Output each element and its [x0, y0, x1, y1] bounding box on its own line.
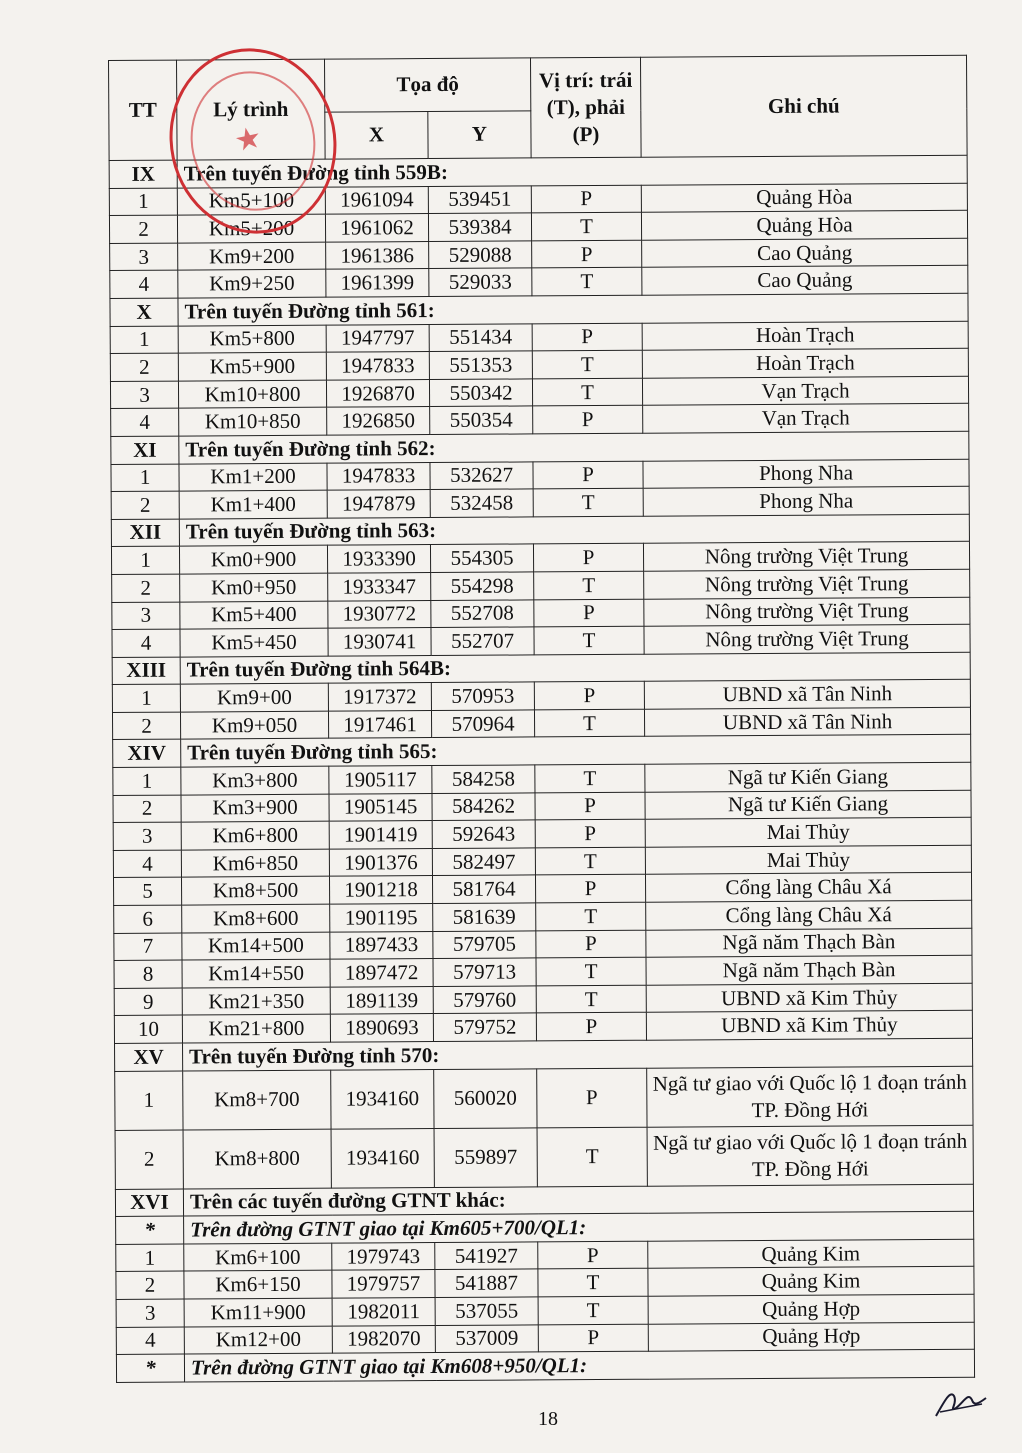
cell-y: 570964 — [431, 710, 534, 738]
row-number: 7 — [114, 933, 182, 961]
cell-ghi-chu: Ngã tư Kiến Giang — [645, 762, 971, 792]
cell-ly-trinh: Km6+100 — [184, 1243, 332, 1271]
cell-ly-trinh: Km3+900 — [181, 794, 329, 822]
cell-y: 584258 — [432, 765, 535, 793]
section-number: XII — [111, 519, 179, 547]
cell-x: 1926850 — [327, 407, 430, 435]
cell-ghi-chu: UBND xã Kim Thủy — [646, 983, 972, 1013]
cell-y: 560020 — [434, 1068, 537, 1128]
section-number: * — [116, 1216, 184, 1244]
header-ghi-chu: Ghi chú — [640, 55, 967, 157]
cell-ghi-chu: Cao Quảng — [642, 266, 968, 296]
cell-x: 1901195 — [330, 904, 433, 932]
cell-x: 1926870 — [326, 379, 429, 407]
row-number: 10 — [114, 1015, 182, 1043]
cell-vi-tri: T — [532, 268, 642, 296]
cell-ly-trinh: Km10+800 — [178, 380, 326, 408]
cell-vi-tri: P — [536, 1013, 646, 1041]
cell-x: 1961386 — [326, 241, 429, 269]
header-ly-trinh: Lý trình — [177, 59, 326, 160]
table-body — [109, 155, 974, 1382]
cell-vi-tri: P — [536, 930, 646, 958]
cell-vi-tri: P — [533, 544, 643, 572]
cell-y: 559897 — [434, 1127, 537, 1187]
cell-y: 579752 — [433, 1013, 536, 1041]
cell-ghi-chu: Nông trường Việt Trung — [644, 597, 970, 627]
row-number: 4 — [111, 408, 179, 436]
seal-star-icon: ★ — [231, 119, 265, 160]
cell-vi-tri: P — [533, 406, 643, 434]
cell-ghi-chu: Nông trường Việt Trung — [644, 624, 970, 654]
section-number: * — [116, 1354, 184, 1382]
cell-ly-trinh: Km8+500 — [181, 877, 329, 905]
cell-y: 532458 — [430, 489, 533, 517]
cell-ly-trinh: Km5+400 — [180, 601, 328, 629]
section-title: Trên tuyến Đường tỉnh 570: — [183, 1038, 973, 1070]
cell-x: 1890693 — [330, 1014, 433, 1042]
cell-vi-tri: T — [532, 378, 642, 406]
header-x: X — [325, 112, 428, 160]
coordinate-table-wrapper — [108, 55, 974, 1383]
row-number: 1 — [111, 464, 179, 492]
cell-ly-trinh: Km5+100 — [177, 187, 325, 215]
cell-ly-trinh: Km3+800 — [181, 766, 329, 794]
row-number: 6 — [114, 905, 182, 933]
cell-ghi-chu: Quảng Kim — [648, 1239, 974, 1269]
cell-y: 537009 — [435, 1324, 538, 1352]
cell-x: 1901419 — [329, 821, 432, 849]
row-number: 4 — [116, 1327, 184, 1355]
row-number: 9 — [114, 988, 182, 1016]
cell-y: 539451 — [428, 186, 531, 214]
cell-vi-tri: T — [534, 626, 644, 654]
cell-x: 1961062 — [325, 214, 428, 242]
cell-ghi-chu: Quảng Hòa — [641, 183, 967, 213]
row-number: 1 — [116, 1244, 184, 1272]
signature-icon — [930, 1382, 990, 1422]
cell-y: 579760 — [433, 986, 536, 1014]
section-title: Trên tuyến Đường tỉnh 562: — [179, 431, 969, 463]
cell-x: 1897472 — [330, 959, 433, 987]
cell-y: 582497 — [432, 848, 535, 876]
cell-y: 529033 — [429, 268, 532, 296]
cell-y: 550354 — [430, 406, 533, 434]
cell-ly-trinh: Km8+800 — [183, 1129, 331, 1189]
cell-ly-trinh: Km8+600 — [182, 904, 330, 932]
cell-x: 1979743 — [332, 1242, 435, 1270]
cell-vi-tri: T — [536, 957, 646, 985]
cell-ghi-chu: Phong Nha — [643, 486, 969, 516]
cell-x: 1982011 — [332, 1297, 435, 1325]
cell-ghi-chu: Vạn Trạch — [642, 376, 968, 406]
cell-vi-tri: T — [538, 1269, 648, 1297]
cell-ly-trinh: Km6+150 — [184, 1271, 332, 1299]
cell-x: 1934160 — [331, 1069, 434, 1129]
cell-ly-trinh: Km5+800 — [178, 325, 326, 353]
cell-vi-tri: P — [538, 1324, 648, 1352]
section-number: XV — [115, 1043, 183, 1071]
cell-ghi-chu: Ngã tư giao với Quốc lộ 1 đoạn tránh TP. Đồng Hới — [647, 1066, 973, 1127]
section-number: XI — [111, 436, 179, 464]
cell-y: 579705 — [433, 931, 536, 959]
cell-vi-tri: P — [538, 1241, 648, 1269]
cell-ly-trinh: Km8+700 — [183, 1070, 331, 1130]
section-title: Trên các tuyến đường GTNT khác: — [183, 1184, 973, 1216]
cell-x: 1947833 — [327, 462, 430, 490]
table-row — [115, 1125, 973, 1189]
coordinate-table — [108, 55, 975, 1383]
cell-vi-tri: T — [535, 847, 645, 875]
cell-vi-tri: P — [535, 792, 645, 820]
row-number: 2 — [112, 712, 180, 740]
cell-ghi-chu: Quảng Hợp — [648, 1294, 974, 1324]
cell-ly-trinh: Km14+500 — [182, 932, 330, 960]
cell-vi-tri: T — [537, 1127, 647, 1187]
cell-x: 1961094 — [325, 186, 428, 214]
cell-y: 551434 — [429, 323, 532, 351]
cell-ghi-chu: UBND xã Tân Ninh — [644, 680, 970, 710]
cell-x: 1930772 — [328, 600, 431, 628]
section-number: IX — [109, 160, 177, 188]
cell-ghi-chu: Hoàn Trạch — [642, 348, 968, 378]
cell-vi-tri: T — [531, 212, 641, 240]
cell-ghi-chu: Phong Nha — [643, 459, 969, 489]
cell-vi-tri: T — [536, 985, 646, 1013]
cell-ghi-chu: UBND xã Tân Ninh — [644, 707, 970, 737]
cell-ghi-chu: Hoàn Trạch — [642, 321, 968, 351]
section-title: Trên tuyến Đường tỉnh 564B: — [180, 652, 970, 684]
cell-x: 1917372 — [328, 683, 431, 711]
section-title: Trên tuyến Đường tỉnh 559B: — [177, 155, 967, 187]
cell-y: 541927 — [435, 1242, 538, 1270]
cell-y: 532627 — [430, 461, 533, 489]
row-number: 2 — [113, 795, 181, 823]
cell-ly-trinh: Km9+200 — [178, 242, 326, 270]
cell-x: 1933390 — [327, 545, 430, 573]
cell-ly-trinh: Km10+850 — [179, 408, 327, 436]
header-toa-do: Tọa độ — [324, 58, 530, 112]
cell-y: 541887 — [435, 1269, 538, 1297]
cell-ly-trinh: Km6+800 — [181, 821, 329, 849]
cell-ghi-chu: Quảng Kim — [648, 1267, 974, 1297]
header-y: Y — [428, 111, 531, 159]
cell-x: 1947797 — [326, 324, 429, 352]
cell-vi-tri: T — [538, 1296, 648, 1324]
cell-ghi-chu: Cổng làng Châu Xá — [646, 900, 972, 930]
cell-vi-tri: T — [534, 571, 644, 599]
cell-x: 1917461 — [328, 710, 431, 738]
cell-ghi-chu: Nông trường Việt Trung — [643, 542, 969, 572]
row-number: 4 — [113, 850, 181, 878]
cell-x: 1961399 — [326, 269, 429, 297]
row-number: 1 — [113, 767, 181, 795]
cell-y: 579713 — [433, 958, 536, 986]
row-number: 4 — [112, 629, 180, 657]
cell-x: 1979757 — [332, 1270, 435, 1298]
cell-ly-trinh: Km9+050 — [180, 711, 328, 739]
row-number: 1 — [111, 546, 179, 574]
section-title: Trên đường GTNT giao tại Km605+700/QL1: — [184, 1211, 974, 1243]
cell-ly-trinh: Km1+400 — [179, 490, 327, 518]
cell-ghi-chu: Cổng làng Châu Xá — [645, 873, 971, 903]
cell-y: 552708 — [431, 599, 534, 627]
row-number: 3 — [110, 243, 178, 271]
cell-x: 1905117 — [329, 766, 432, 794]
cell-ly-trinh: Km5+900 — [178, 352, 326, 380]
row-number: 8 — [114, 960, 182, 988]
cell-y: 552707 — [431, 627, 534, 655]
cell-ghi-chu: Quảng Hợp — [648, 1322, 974, 1352]
cell-y: 539384 — [428, 213, 531, 241]
cell-x: 1901376 — [329, 848, 432, 876]
row-number: 2 — [116, 1271, 184, 1299]
cell-vi-tri: P — [534, 682, 644, 710]
row-number: 3 — [116, 1299, 184, 1327]
cell-ghi-chu: Mai Thủy — [645, 817, 971, 847]
cell-ly-trinh: Km21+350 — [182, 987, 330, 1015]
cell-vi-tri: P — [535, 875, 645, 903]
cell-vi-tri: P — [534, 599, 644, 627]
row-number: 3 — [110, 381, 178, 409]
cell-x: 1897433 — [330, 931, 433, 959]
row-number: 2 — [111, 491, 179, 519]
table-row — [115, 1066, 973, 1130]
cell-ly-trinh: Km5+450 — [180, 628, 328, 656]
page-number: 18 — [538, 1408, 558, 1430]
section-number: XIII — [112, 657, 180, 685]
cell-vi-tri: T — [535, 764, 645, 792]
cell-y: 550342 — [429, 379, 532, 407]
section-number: XVI — [115, 1189, 183, 1217]
cell-ghi-chu: Cao Quảng — [642, 238, 968, 268]
cell-vi-tri: P — [531, 185, 641, 213]
cell-x: 1930741 — [328, 628, 431, 656]
row-number: 1 — [110, 326, 178, 354]
cell-ly-trinh: Km12+00 — [184, 1326, 332, 1354]
cell-ly-trinh: Km9+250 — [178, 270, 326, 298]
cell-vi-tri: T — [534, 709, 644, 737]
cell-y: 529088 — [429, 241, 532, 269]
cell-ghi-chu: UBND xã Kim Thủy — [646, 1011, 972, 1041]
cell-vi-tri: P — [537, 1068, 647, 1128]
cell-x: 1947879 — [327, 490, 430, 518]
cell-x: 1982070 — [332, 1325, 435, 1353]
row-number: 2 — [109, 215, 177, 243]
cell-y: 570953 — [431, 682, 534, 710]
cell-x: 1891139 — [330, 986, 433, 1014]
cell-y: 537055 — [435, 1297, 538, 1325]
cell-vi-tri: P — [535, 819, 645, 847]
cell-ly-trinh: Km11+900 — [184, 1298, 332, 1326]
cell-x: 1901218 — [329, 876, 432, 904]
cell-ly-trinh: Km0+950 — [180, 573, 328, 601]
row-number: 3 — [112, 602, 180, 630]
cell-y: 592643 — [432, 820, 535, 848]
section-title: Trên đường GTNT giao tại Km608+950/QL1: — [184, 1349, 974, 1381]
section-number: X — [110, 298, 178, 326]
cell-y: 554298 — [431, 572, 534, 600]
row-number: 2 — [115, 1130, 183, 1189]
cell-ghi-chu: Ngã tư giao với Quốc lộ 1 đoạn tránh TP. Đồng Hới — [647, 1125, 973, 1186]
row-number: 1 — [112, 684, 180, 712]
cell-y: 554305 — [430, 544, 533, 572]
cell-ghi-chu: Ngã năm Thạch Bàn — [646, 955, 972, 985]
cell-x: 1933347 — [328, 572, 431, 600]
row-number: 1 — [115, 1071, 183, 1130]
cell-x: 1947833 — [326, 352, 429, 380]
cell-ly-trinh: Km0+900 — [179, 545, 327, 573]
cell-y: 551353 — [429, 351, 532, 379]
cell-ly-trinh: Km9+00 — [180, 683, 328, 711]
cell-ly-trinh: Km21+800 — [182, 1015, 330, 1043]
cell-ly-trinh: Km6+850 — [181, 849, 329, 877]
section-number: XIV — [113, 740, 181, 768]
row-number: 5 — [113, 878, 181, 906]
cell-y: 584262 — [432, 793, 535, 821]
section-title: Trên tuyến Đường tỉnh 565: — [181, 735, 971, 767]
cell-ghi-chu: Mai Thủy — [645, 845, 971, 875]
section-title: Trên tuyến Đường tỉnh 561: — [178, 293, 968, 325]
row-number: 1 — [109, 188, 177, 216]
cell-ghi-chu: Nông trường Việt Trung — [644, 569, 970, 599]
cell-x: 1934160 — [331, 1128, 434, 1188]
cell-vi-tri: T — [536, 902, 646, 930]
cell-ly-trinh: Km1+200 — [179, 463, 327, 491]
header-vi-tri: Vị trí: trái (T), phải (P) — [530, 57, 641, 158]
row-number: 2 — [110, 353, 178, 381]
row-number: 2 — [112, 574, 180, 602]
cell-vi-tri: P — [532, 323, 642, 351]
cell-ghi-chu: Quảng Hòa — [641, 210, 967, 240]
subsection-row — [116, 1349, 974, 1382]
cell-x: 1905145 — [329, 793, 432, 821]
section-title: Trên tuyến Đường tỉnh 563: — [179, 514, 969, 546]
cell-vi-tri: T — [532, 350, 642, 378]
cell-ly-trinh: Km5+200 — [177, 214, 325, 242]
cell-vi-tri: T — [533, 488, 643, 516]
cell-vi-tri: P — [532, 240, 642, 268]
cell-ghi-chu: Ngã tư Kiến Giang — [645, 790, 971, 820]
cell-vi-tri: P — [533, 461, 643, 489]
header-tt: TT — [109, 60, 178, 160]
row-number: 4 — [110, 270, 178, 298]
cell-ly-trinh: Km14+550 — [182, 959, 330, 987]
cell-ghi-chu: Vạn Trạch — [643, 404, 969, 434]
cell-y: 581764 — [432, 875, 535, 903]
row-number: 3 — [113, 822, 181, 850]
cell-y: 581639 — [433, 903, 536, 931]
cell-ghi-chu: Ngã năm Thạch Bàn — [646, 928, 972, 958]
